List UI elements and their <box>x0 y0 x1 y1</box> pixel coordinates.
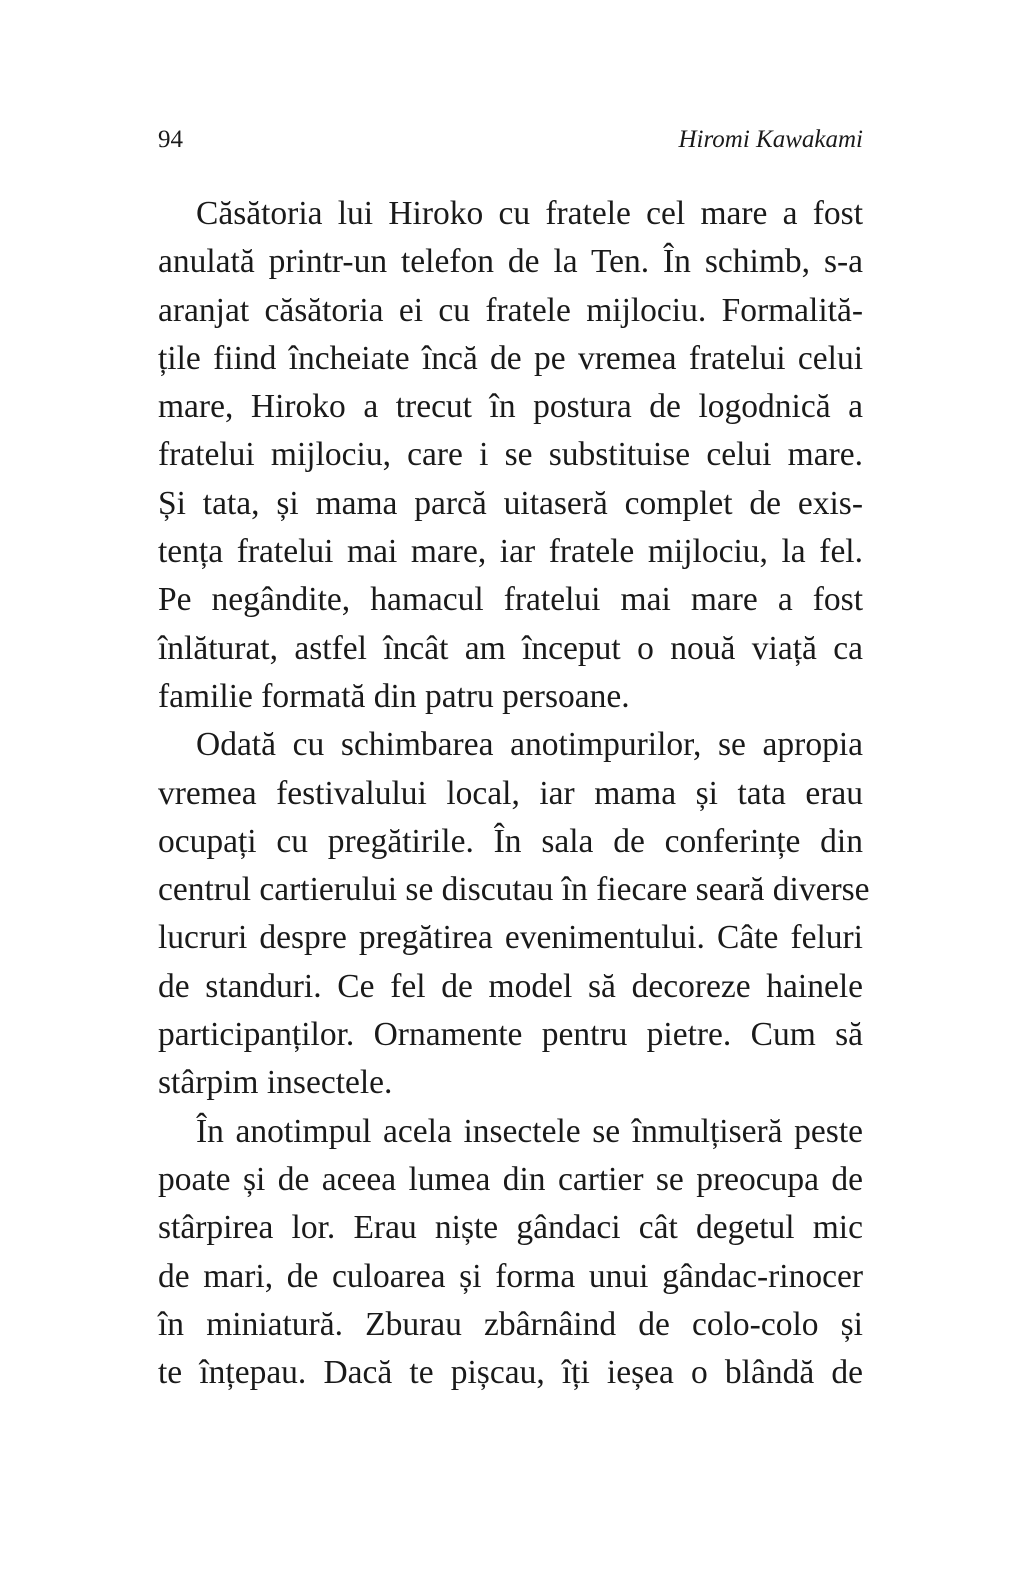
paragraph-1 <box>158 190 863 721</box>
text-line: vremea festivalului local, iar mama și tata erau <box>158 774 863 812</box>
author-name: Hiromi Kawakami <box>678 126 863 153</box>
text-line: lucruri despre pregătirea evenimentului. Câte feluri <box>158 919 863 957</box>
text-line: Căsătoria lui Hiroko cu fratele cel mare a fost <box>196 195 863 232</box>
text-line: aranjat căsătoria ei cu fratele mijlociu. Formalită- <box>158 291 863 329</box>
text-line: de mari, de culoarea și forma unui gândac-rinocer <box>158 1257 863 1295</box>
text-line: fratelui mijlociu, care i se substituise celui mare. <box>158 436 863 474</box>
paragraph-3 <box>158 1108 863 1398</box>
page-number: 94 <box>158 126 183 153</box>
text-line: tența fratelui mai mare, iar fratele mijlociu, la fel. <box>158 533 863 571</box>
text-line: ocupați cu pregătirile. În sala de conferințe din <box>158 822 863 860</box>
text-line: stârpirea lor. Erau niște gândaci cât degetul mic <box>158 1209 863 1247</box>
text-line: poate și de aceea lumea din cartier se preocupa de <box>158 1160 863 1198</box>
text-line: te înțepau. Dacă te pișcau, îți ieșea o blândă de <box>158 1354 863 1392</box>
text-line: participanților. Ornamente pentru pietre. Cum să <box>158 1016 863 1054</box>
running-header <box>158 122 863 158</box>
text-line: familie formată din patru persoane. <box>158 677 630 715</box>
text-line: de standuri. Ce fel de model să decoreze hainele <box>158 967 863 1005</box>
text-line: Și tata, și mama parcă uitaseră complet de exis- <box>158 484 863 522</box>
text-line: în miniatură. Zburau zbârnâind de colo-colo și <box>158 1305 863 1343</box>
text-line: înlăturat, astfel încât am început o nouă viață ca <box>158 629 863 667</box>
text-line: Pe negândite, hamacul fratelui mai mare a fost <box>158 581 863 619</box>
text-line: În anotimpul acela insectele se înmulțiseră peste <box>196 1112 863 1150</box>
text-line: stârpim insectele. <box>158 1064 393 1102</box>
paragraph-2 <box>158 721 870 1107</box>
text-line: anulată printr-un telefon de la Ten. În schimb, s-a <box>158 243 863 281</box>
body-text <box>158 190 870 1397</box>
text-line: țile fiind încheiate încă de pe vremea fratelui celui <box>158 339 863 377</box>
text-line: Odată cu schimbarea anotimpurilor, se apropia <box>196 726 863 764</box>
text-line: mare, Hiroko a trecut în postura de logodnică a <box>158 388 863 426</box>
text-line: centrul cartierului se discutau în fiecare seară diverse <box>158 871 870 909</box>
